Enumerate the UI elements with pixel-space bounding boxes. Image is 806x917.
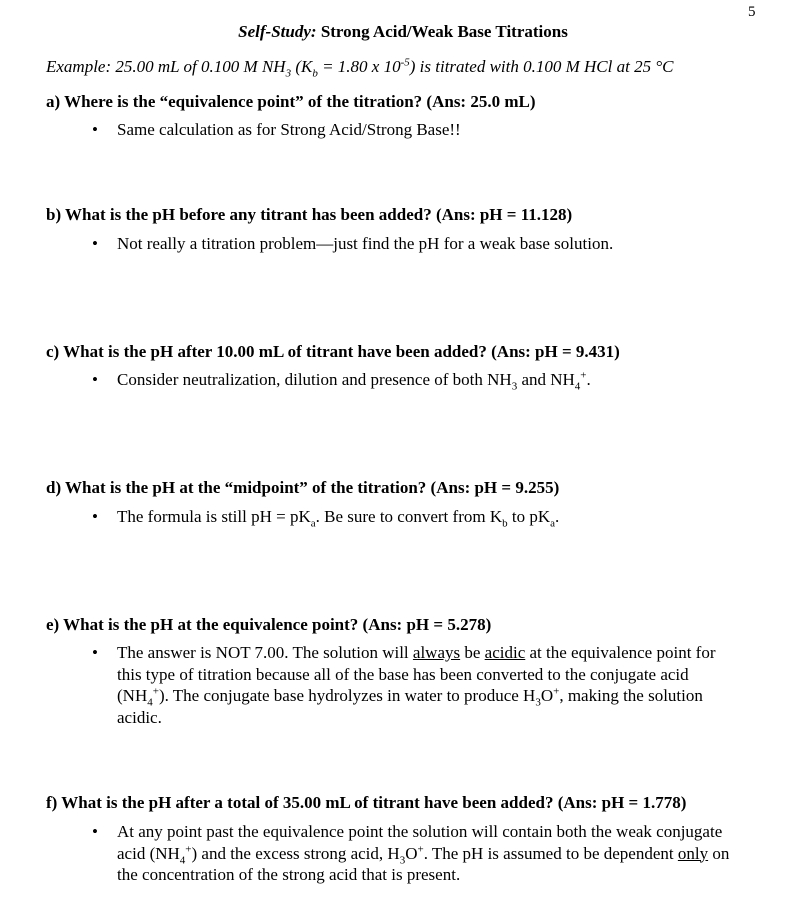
bullet-c: [92, 369, 732, 391]
example-text: (K: [291, 57, 313, 76]
question-b: b) What is the pH before any titrant has been added? (Ans: pH = 11.128): [46, 205, 573, 224]
bullet-d: [92, 506, 732, 528]
bullet-glyph: •: [92, 234, 98, 253]
page-title: [0, 22, 806, 42]
bullet-text: The answer is NOT 7.00. The solution will always be acidic at the equivalence point for this type of titration because all of the base has been converted to the conjugate acid $(NH_4^+)$. The conjugate base hydrolyzes in water to produce $H_3O^+$, making the solution acidic.: [117, 643, 716, 727]
bullet-b: [92, 233, 732, 255]
bullet-glyph: •: [92, 507, 98, 526]
example-statement: [46, 56, 674, 80]
bullet-glyph: •: [92, 643, 98, 662]
example-subscript: 3: [285, 67, 292, 80]
bullet-a: [92, 119, 732, 141]
bullet-glyph: •: [92, 120, 98, 139]
bullet-text: The formula is still pH = $pK_a$. Be sure to convert from $K_b$ to $pK_a$.: [117, 507, 560, 530]
bullet-f: [92, 821, 732, 886]
page-number: 5: [748, 4, 756, 20]
question-c: c) What is the pH after 10.00 mL of titrant have been added? (Ans: pH = 9.431): [46, 342, 620, 361]
bullet-text: Same calculation as for Strong Acid/Strong Base!!: [117, 120, 461, 139]
example-text: ) is titrated with 0.100 M HCl at 25 °C: [409, 57, 674, 76]
question-d: d) What is the pH at the “midpoint” of the titration? (Ans: pH = 9.255): [46, 478, 560, 497]
bullet-glyph: •: [92, 822, 98, 841]
bullet-text: Not really a titration problem—just find the pH for a weak base solution.: [117, 234, 614, 253]
bullet-e: [92, 642, 732, 728]
question-f: f) What is the pH after a total of 35.00 mL of titrant have been added? (Ans: pH = 1.778): [46, 793, 687, 812]
example-superscript: -5: [400, 56, 410, 69]
bullet-text: At any point past the equivalence point the solution will contain both the weak conjugate acid $(NH_4^+)$ and the excess strong acid, $H_3O^+$. The pH is assumed to be dependent only on the concentration of the strong acid that is present.: [117, 822, 730, 884]
bullet-text: Consider neutralization, dilution and presence of both $NH_3$ and $NH_4^+$.: [117, 369, 591, 393]
example-subscript: b: [312, 67, 318, 80]
title-main: Strong Acid/Weak Base Titrations: [320, 22, 568, 41]
example-text: = 1.80 x 10: [317, 57, 401, 76]
title-prefix: Self-Study:: [238, 22, 317, 41]
question-a: a) Where is the “equivalence point” of the titration? (Ans: 25.0 mL): [46, 92, 536, 111]
bullet-glyph: •: [92, 370, 98, 389]
question-e: e) What is the pH at the equivalence point? (Ans: pH = 5.278): [46, 615, 492, 634]
example-text: Example: 25.00 mL of 0.100 M NH: [46, 57, 286, 76]
